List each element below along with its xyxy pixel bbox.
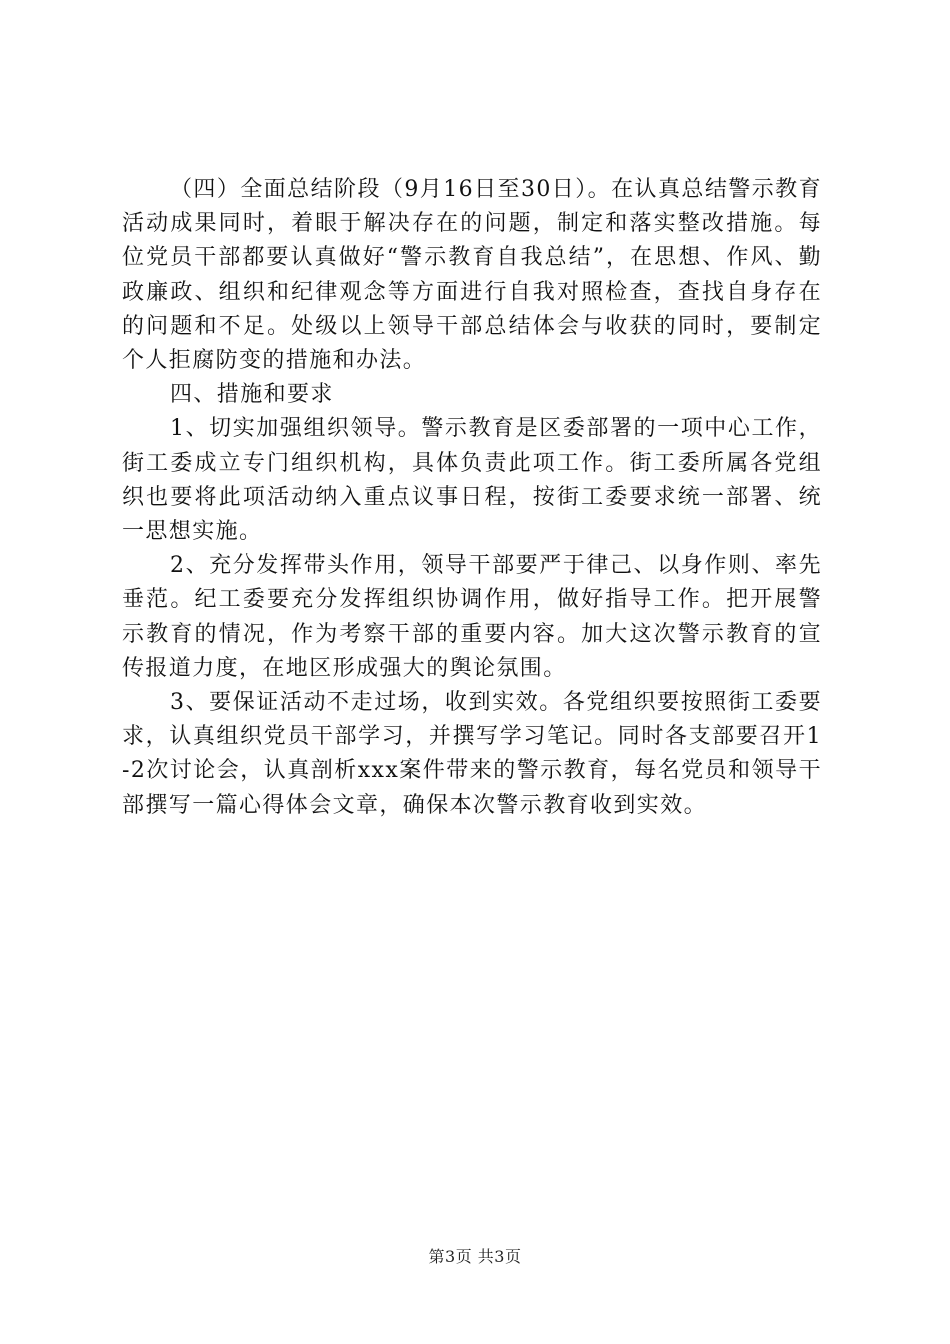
paragraph-measure-3: 3、要保证活动不走过场，收到实效。各党组织要按照街工委要求，认真组织党员干部学习，并撰写学习笔记。同时各支部要召开1-2次讨论会，认真剖析xxx案件带来的警示教育，每名党员和领导干部撰写一篇心得体会文章，确保本次警示教育收到实效。 [122, 690, 822, 818]
page-number-footer: 第3页 共3页 [428, 1247, 522, 1266]
paragraph-measure-2: 2、充分发挥带头作用，领导干部要严于律己、以身作则、率先垂范。纪工委要充分发挥组织协调作用，做好指导工作。把开展警示教育的情况，作为考察干部的重要内容。加大这次警示教育的宣传报道力度，在地区形成强大的舆论氛围。 [122, 553, 822, 681]
document-body [122, 173, 822, 823]
paragraph-summary-stage: （四）全面总结阶段（9月16日至30日）。在认真总结警示教育活动成果同时，着眼于解决存在的问题，制定和落实整改措施。每位党员干部都要认真做好“警示教育自我总结”，在思想、作风、勤政廉政、组织和纪律观念等方面进行自我对照检查，查找自身存在的问题和不足。处级以上领导干部总结体会与收获的同时，要制定个人拒腐防变的措施和办法。 [122, 177, 822, 374]
paragraph-measure-1: 1、切实加强组织领导。警示教育是区委部署的一项中心工作，街工委成立专门组织机构，具体负责此项工作。街工委所属各党组织也要将此项活动纳入重点议事日程，按街工委要求统一部署、统一思想实施。 [122, 416, 822, 545]
section-heading-measures: 四、措施和要求 [170, 382, 334, 408]
